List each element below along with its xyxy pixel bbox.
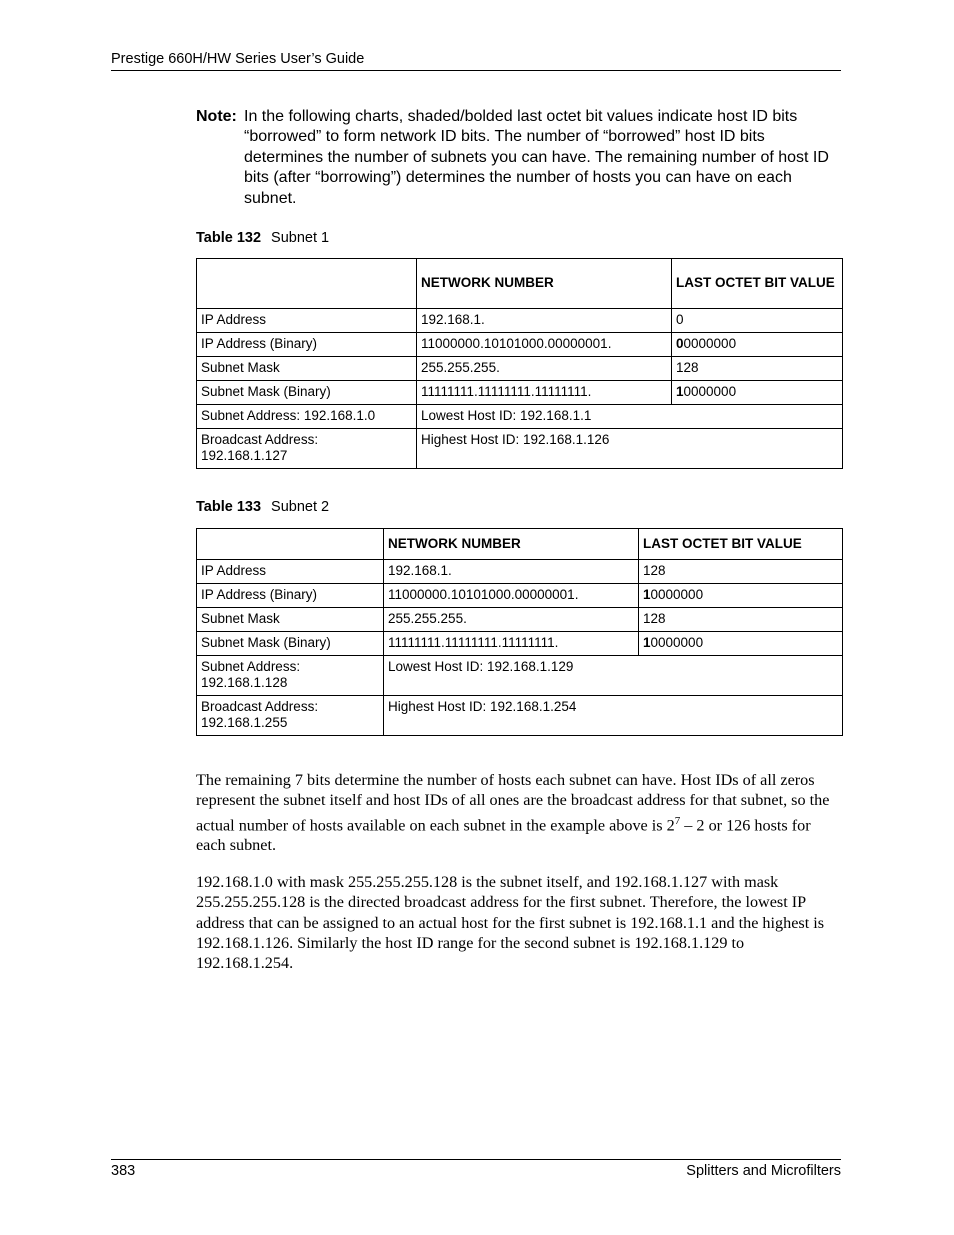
table-number: Table 133 [196, 499, 262, 515]
row-network: 255.255.255. [384, 608, 639, 632]
row-last: 128 [639, 608, 843, 632]
table-row [197, 357, 843, 381]
highest-host-cell: Highest Host ID: 192.168.1.126 [417, 429, 843, 469]
table-header-row [197, 259, 843, 309]
table-row [197, 309, 843, 333]
row-label: Subnet Mask [197, 357, 417, 381]
table-number: Table 132 [196, 230, 262, 246]
row-last [672, 333, 843, 357]
broadcast-label: Broadcast Address: [201, 432, 319, 447]
page-footer [111, 1159, 841, 1179]
broadcast-address-cell [197, 429, 417, 469]
guide-title: Prestige 660H/HW Series User’s Guide [111, 51, 365, 67]
table-row [197, 608, 843, 632]
remaining-bits: 0000000 [650, 635, 704, 650]
table-row [197, 405, 843, 429]
broadcast-value: 192.168.1.127 [201, 448, 288, 463]
subnet-address-cell [197, 656, 384, 696]
hosts-text-after: – 2 or 126 hosts for each subnet. [196, 815, 811, 855]
row-last: 128 [672, 357, 843, 381]
table-133-caption [196, 499, 329, 515]
borrowed-bit: 0 [676, 336, 684, 351]
row-network: 255.255.255. [417, 357, 672, 381]
lowest-host-cell: Lowest Host ID: 192.168.1.129 [384, 656, 843, 696]
table-132-caption [196, 230, 329, 246]
row-network: 11000000.10101000.00000001. [417, 333, 672, 357]
row-network: 192.168.1. [384, 560, 639, 584]
section-title: Splitters and Microfilters [686, 1163, 841, 1179]
row-last [639, 584, 843, 608]
row-label: IP Address [197, 309, 417, 333]
row-last: 128 [639, 560, 843, 584]
table-row [197, 696, 843, 736]
row-last: 0 [672, 309, 843, 333]
remaining-bits: 0000000 [650, 587, 704, 602]
borrowed-bit: 1 [676, 384, 684, 399]
header-blank-cell [197, 259, 417, 309]
table-title: Subnet 2 [271, 499, 330, 515]
row-network: 11111111.11111111.11111111. [417, 381, 672, 405]
subnet-address-cell: Subnet Address: 192.168.1.0 [197, 405, 417, 429]
row-last [639, 632, 843, 656]
table-row [197, 656, 843, 696]
subnet-label: Subnet Address: [201, 659, 301, 674]
table-row [197, 632, 843, 656]
header-blank-cell [197, 529, 384, 560]
row-label: IP Address [197, 560, 384, 584]
note-label: Note: [196, 108, 237, 125]
lowest-host-cell: Lowest Host ID: 192.168.1.1 [417, 405, 843, 429]
header-last-octet: LAST OCTET BIT VALUE [672, 259, 843, 309]
borrowed-bit: 1 [643, 635, 651, 650]
note-block [196, 107, 846, 209]
header-network-number: NETWORK NUMBER [417, 259, 672, 309]
broadcast-label: Broadcast Address: [201, 699, 319, 714]
highest-host-cell: Highest Host ID: 192.168.1.254 [384, 696, 843, 736]
row-label: Subnet Mask (Binary) [197, 381, 417, 405]
note-text: In the following charts, shaded/bolded last octet bit values indicate host ID bits “borrowed” to form network ID bits. The number of “borrowed” host ID bits determines the number of subnets you can have. The remaining number of host ID bits (after “borrowing”) determines the number of hosts you can have on each subnet. [244, 108, 829, 207]
broadcast-address-cell [197, 696, 384, 736]
page-header [111, 51, 841, 71]
table-row [197, 333, 843, 357]
row-network: 11000000.10101000.00000001. [384, 584, 639, 608]
row-last [672, 381, 843, 405]
table-header-row [197, 529, 843, 560]
subnet-range-paragraph [196, 872, 844, 973]
header-last-octet: LAST OCTET BIT VALUE [639, 529, 843, 560]
remaining-bits: 0000000 [683, 384, 737, 399]
header-network-number: NETWORK NUMBER [384, 529, 639, 560]
row-label: Subnet Mask [197, 608, 384, 632]
row-network: 11111111.11111111.11111111. [384, 632, 639, 656]
table-row [197, 429, 843, 469]
broadcast-value: 192.168.1.255 [201, 715, 288, 730]
table-title: Subnet 1 [271, 230, 330, 246]
hosts-paragraph [196, 770, 844, 856]
subnet-2-table [196, 528, 843, 736]
subnet-value: 192.168.1.128 [201, 675, 288, 690]
remaining-bits: 0000000 [683, 336, 737, 351]
table-row [197, 584, 843, 608]
hosts-text-before: The remaining 7 bits determine the number of hosts each subnet can have. Host IDs of all zeros represent the subnet itself and host IDs of all ones are the broadcast address for that subnet, so the actual number of hosts available on each subnet in the example above is 2 [196, 771, 830, 834]
row-label: IP Address (Binary) [197, 333, 417, 357]
borrowed-bit: 1 [643, 587, 651, 602]
subnet-range-text: 192.168.1.0 with mask 255.255.255.128 is the subnet itself, and 192.168.1.127 with mask 255.255.255.128 is the directed broadcast address for the first subnet. Therefore, the lowest IP address that can be assigned to an actual host for the first subnet is 192.168.1.1 and the highest is 192.168.1.126. Similarly the host ID range for the second subnet is 192.168.1.129 to 192.168.1.254. [196, 873, 825, 973]
row-label: IP Address (Binary) [197, 584, 384, 608]
table-row [197, 560, 843, 584]
page-number: 383 [111, 1163, 136, 1179]
table-row [197, 381, 843, 405]
subnet-1-table [196, 258, 843, 469]
exponent: 7 [674, 814, 681, 827]
row-label: Subnet Mask (Binary) [197, 632, 384, 656]
row-network: 192.168.1. [417, 309, 672, 333]
